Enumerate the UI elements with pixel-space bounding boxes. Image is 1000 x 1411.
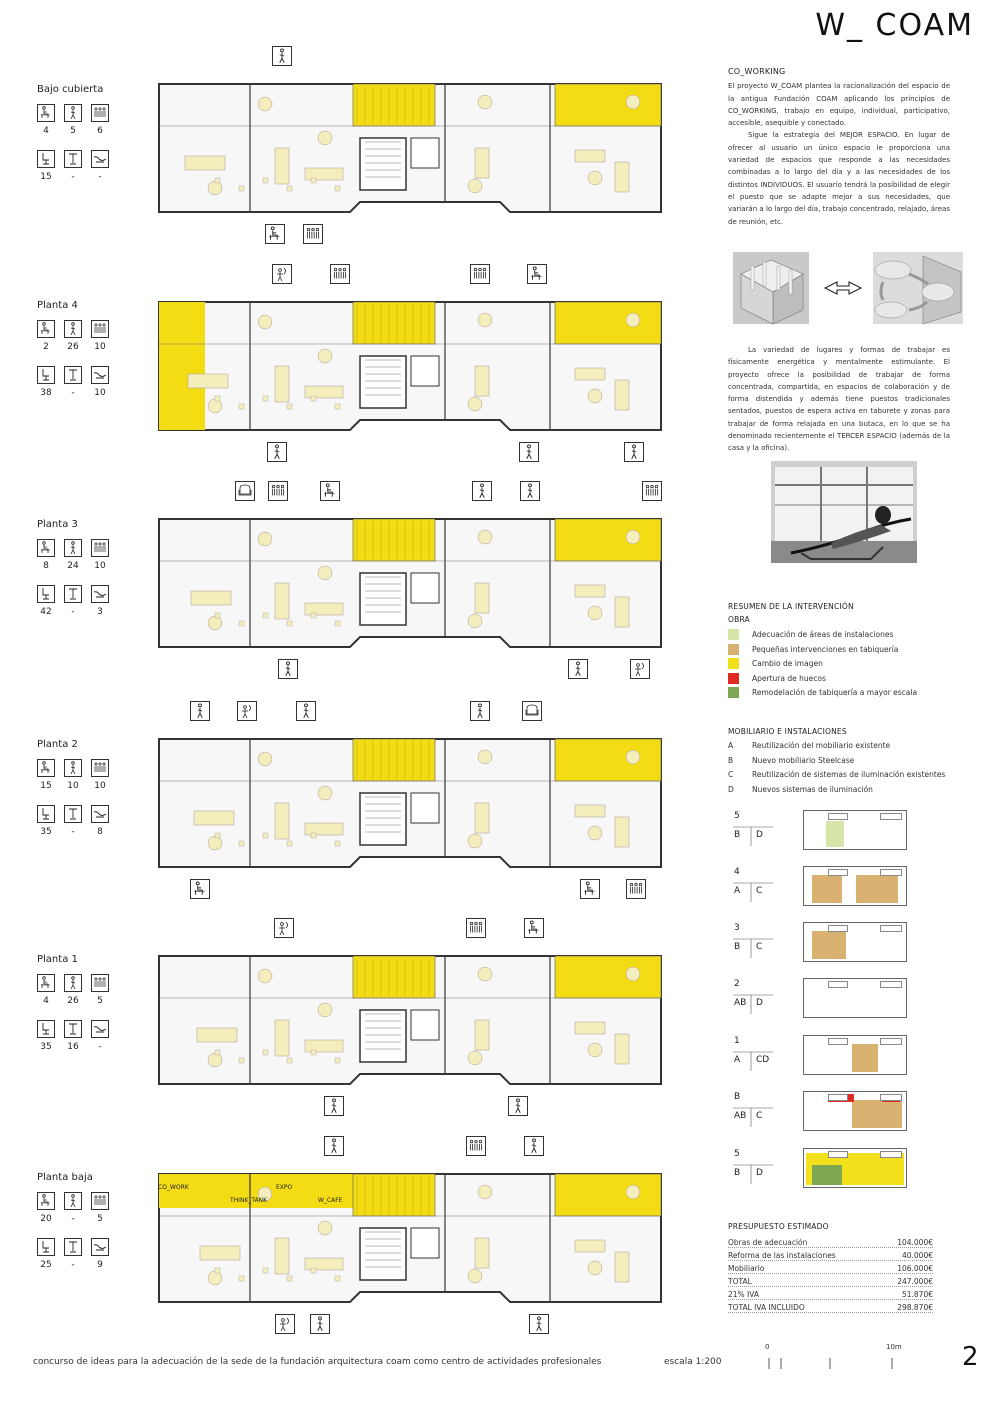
stat-count: 26	[67, 342, 79, 352]
phase-bar	[733, 1091, 905, 1131]
stat-count: 35	[40, 1042, 52, 1052]
budget-item: 21% IVA	[728, 1290, 760, 1299]
legend-label: Apertura de huecos	[752, 673, 826, 683]
scale-label: escala 1:200	[664, 1357, 722, 1367]
phone-icon	[272, 264, 292, 284]
budget-row	[728, 1288, 933, 1300]
scale-end: 10m	[886, 1343, 902, 1351]
standing-person-icon	[624, 442, 644, 462]
phase-instalaciones: C	[756, 886, 763, 896]
stat-count: 16	[67, 1042, 79, 1052]
office-chair-icon	[37, 805, 55, 823]
phase-floor: 3	[734, 923, 740, 933]
armchair-icon	[522, 701, 542, 721]
phase-instalaciones: D	[756, 998, 763, 1008]
mobiliario-key: D	[728, 784, 734, 794]
legend-label: Adecuación de áreas de instalaciones	[752, 630, 894, 639]
standing-person-icon	[524, 1136, 544, 1156]
group-icon	[466, 918, 486, 938]
phase-plan-thumb	[803, 978, 907, 1018]
floor-label: Planta 2	[37, 739, 78, 750]
phase-instalaciones: D	[756, 830, 763, 840]
stool-icon	[64, 1238, 82, 1256]
stool-icon	[64, 585, 82, 603]
stat-count: 10	[94, 388, 106, 398]
standing-person-icon	[64, 759, 82, 777]
floor-plan	[155, 513, 665, 653]
phase-plan-thumb	[803, 1148, 907, 1188]
office-chair-icon	[37, 150, 55, 168]
standing-person-icon	[296, 701, 316, 721]
resumen-heading: RESUMEN DE LA INTERVENCIÓN	[728, 602, 854, 611]
budget-value: 51.870€	[901, 1290, 933, 1299]
sitting-person-icon	[527, 264, 547, 284]
phase-floor: 1	[734, 1036, 740, 1046]
sitting-person-icon	[37, 539, 55, 557]
standing-person-icon	[64, 320, 82, 338]
group-icon	[626, 879, 646, 899]
stat-count: -	[98, 172, 102, 182]
standing-person-icon	[472, 481, 492, 501]
standing-person-icon	[508, 1096, 528, 1116]
mobiliario-label: Nuevo mobiliario Steelcase	[752, 755, 855, 765]
phase-bar	[733, 1035, 905, 1075]
footer-caption: concurso de ideas para la adecuación de la sede de la fundación arquitectura coam como centro de actividades profesionales	[33, 1357, 602, 1367]
mobiliario-heading: MOBILIARIO E INSTALACIONES	[728, 727, 847, 736]
floor-label: Planta 3	[37, 519, 78, 530]
stat-count: 15	[40, 172, 52, 182]
standing-person-icon	[529, 1314, 549, 1334]
stat-count: -	[71, 827, 75, 837]
stat-count: 42	[40, 607, 52, 617]
stool-icon	[64, 1020, 82, 1038]
budget-value: 40.000€	[901, 1251, 933, 1260]
stat-count: 20	[40, 1214, 52, 1224]
budget-row	[728, 1249, 933, 1261]
legend-label: Remodelación de tabiquería a mayor escala	[752, 688, 918, 697]
phase-floor: B	[734, 1092, 741, 1102]
lounge-chair-icon	[91, 150, 109, 168]
phase-plan-thumb	[803, 922, 907, 962]
phase-plan-thumb	[803, 866, 907, 906]
phase-floor: 5	[734, 1149, 740, 1159]
phone-icon	[275, 1314, 295, 1334]
group-icon	[303, 224, 323, 244]
scale-bar	[768, 1355, 908, 1367]
group-icon	[268, 481, 288, 501]
workspace-diagram	[733, 252, 963, 327]
office-chair-icon	[37, 1238, 55, 1256]
standing-person-icon	[267, 442, 287, 462]
mobiliario-key: C	[728, 770, 734, 779]
sitting-person-icon	[37, 104, 55, 122]
sitting-person-icon	[265, 224, 285, 244]
phase-bar	[733, 866, 905, 906]
coworking-section	[728, 66, 950, 228]
group-icon	[91, 320, 109, 338]
phase-instalaciones: C	[756, 942, 763, 952]
expo-label: EXPO	[276, 1184, 293, 1191]
standing-person-icon	[64, 539, 82, 557]
stat-count: 25	[40, 1260, 52, 1270]
group-icon	[91, 974, 109, 992]
stat-count: 9	[97, 1260, 103, 1270]
legend-swatch	[728, 658, 739, 669]
mobiliario-label: Nuevos sistemas de iluminación	[752, 784, 873, 794]
lounge-chair-icon	[91, 366, 109, 384]
group-icon	[470, 264, 490, 284]
sitting-person-icon	[190, 879, 210, 899]
photo-lounge-chair	[771, 461, 917, 563]
stat-count: 6	[97, 126, 103, 136]
phase-instalaciones: D	[756, 1168, 763, 1178]
budget-row	[728, 1301, 933, 1313]
lounge-chair-icon	[91, 585, 109, 603]
stat-count: 8	[97, 827, 103, 837]
floor-label: Planta 1	[37, 954, 78, 965]
budget-value: 298.870€	[897, 1303, 933, 1312]
co-work-label: CO_WORK	[158, 1184, 189, 1191]
budget-item: TOTAL IVA INCLUIDO	[728, 1303, 805, 1312]
stat-count: 5	[97, 996, 103, 1006]
standing-person-icon	[64, 1192, 82, 1210]
coworking-paragraph-2: Sigue la estrategia del MEJOR ESPACIO. En lugar de ofrecer al usuario un único espacio le proporciona una variedad de espacios que responde a las necesidades combinadas a lo largo del día y a las necesidades de los distintos INDIVIDUOS. El usuario tendrá la posibilidad de elegir el puesto que se adapte mejor a sus necesidades, que variarán a lo largo del día, trabajo concentrado, relajado, áreas de reunión, etc.	[728, 131, 950, 226]
phase-mobiliario: A	[734, 886, 741, 896]
standing-person-icon	[310, 1314, 330, 1334]
standing-person-icon	[190, 701, 210, 721]
group-icon	[642, 481, 662, 501]
standing-person-icon	[324, 1136, 344, 1156]
legend-label: Pequeñas intervenciones en tabiquería	[752, 644, 899, 654]
sitting-person-icon	[524, 918, 544, 938]
phase-mobiliario: AB	[734, 1111, 747, 1121]
stat-count: 10	[94, 781, 106, 791]
legend-swatch	[728, 673, 739, 684]
presupuesto-heading: PRESUPUESTO ESTIMADO	[728, 1222, 829, 1231]
stat-count: 10	[94, 342, 106, 352]
stat-count: 24	[67, 561, 79, 571]
stool-icon	[64, 805, 82, 823]
budget-item: Mobiliario	[728, 1264, 765, 1273]
stat-count: 5	[70, 126, 76, 136]
stat-count: 3	[97, 607, 103, 617]
phase-mobiliario: B	[734, 1168, 741, 1178]
budget-row	[728, 1262, 933, 1274]
stat-count: 4	[43, 996, 49, 1006]
standing-person-icon	[324, 1096, 344, 1116]
sitting-person-icon	[320, 481, 340, 501]
floor-plan	[155, 1168, 665, 1308]
stat-count: 4	[43, 126, 49, 136]
standing-person-icon	[272, 46, 292, 66]
group-icon	[91, 1192, 109, 1210]
stat-count: 15	[40, 781, 52, 791]
legend-swatch	[728, 687, 739, 698]
stat-count: -	[71, 607, 75, 617]
mobiliario-key: A	[728, 741, 734, 750]
phone-icon	[630, 659, 650, 679]
stat-count: -	[98, 1042, 102, 1052]
stat-count: -	[71, 388, 75, 398]
budget-value: 106.000€	[897, 1264, 933, 1273]
page-title: W_ COAM	[815, 8, 974, 43]
phase-mobiliario: A	[734, 1055, 741, 1065]
phase-mobiliario: AB	[734, 998, 747, 1008]
page-number: 2	[962, 1342, 979, 1372]
phase-plan-thumb	[803, 810, 907, 850]
floor-plan	[155, 78, 665, 218]
sitting-person-icon	[37, 974, 55, 992]
standing-person-icon	[568, 659, 588, 679]
office-chair-icon	[37, 366, 55, 384]
office-chair-icon	[37, 1020, 55, 1038]
phase-bar	[733, 922, 905, 962]
budget-item: Reforma de las instalaciones	[728, 1251, 836, 1260]
phase-floor: 5	[734, 811, 740, 821]
floor-label: Planta baja	[37, 1172, 93, 1183]
budget-value: 247.000€	[897, 1277, 933, 1286]
w-cafe-label: W_CAFE	[318, 1197, 343, 1204]
phone-icon	[237, 701, 257, 721]
stat-count: 2	[43, 342, 49, 352]
stat-count: -	[71, 1214, 75, 1224]
phase-floor: 2	[734, 979, 740, 989]
stat-count: 26	[67, 996, 79, 1006]
phase-instalaciones: C	[756, 1111, 763, 1121]
floor-label: Planta 4	[37, 300, 78, 311]
group-icon	[91, 539, 109, 557]
sitting-person-icon	[580, 879, 600, 899]
legend-label: Cambio de imagen	[752, 659, 823, 668]
legend-swatch	[728, 644, 739, 655]
group-icon	[466, 1136, 486, 1156]
group-icon	[91, 759, 109, 777]
standing-person-icon	[64, 104, 82, 122]
stat-count: 8	[43, 561, 49, 571]
office-chair-icon	[37, 585, 55, 603]
floor-label: Bajo cubierta	[37, 84, 104, 95]
mobiliario-label: Reutilización de sistemas de iluminación existentes	[752, 770, 946, 779]
floor-plan	[155, 733, 665, 873]
phase-floor: 4	[734, 867, 740, 877]
standing-person-icon	[520, 481, 540, 501]
stat-count: 38	[40, 388, 52, 398]
phase-bar	[733, 810, 905, 850]
stat-count: -	[71, 172, 75, 182]
sitting-person-icon	[37, 759, 55, 777]
think-tank-label: THINK_TANK	[230, 1197, 268, 1204]
stat-count: 5	[97, 1214, 103, 1224]
phase-instalaciones: CD	[756, 1055, 770, 1065]
scale-start: 0	[765, 1343, 770, 1351]
phase-plan-thumb	[803, 1035, 907, 1075]
resumen-sub: OBRA	[728, 615, 750, 624]
group-icon	[330, 264, 350, 284]
budget-item: Obras de adecuación	[728, 1238, 808, 1247]
stat-count: 35	[40, 827, 52, 837]
phase-bar	[733, 1148, 905, 1188]
stat-count: 10	[94, 561, 106, 571]
budget-row	[728, 1236, 933, 1248]
standing-person-icon	[278, 659, 298, 679]
phase-mobiliario: B	[734, 942, 741, 952]
phase-mobiliario: B	[734, 830, 741, 840]
budget-value: 104.000€	[897, 1238, 933, 1247]
mobiliario-label: Reutilización del mobiliario existente	[752, 741, 891, 750]
phase-bar	[733, 978, 905, 1018]
floor-plan	[155, 950, 665, 1090]
group-icon	[91, 104, 109, 122]
budget-item: TOTAL	[728, 1277, 752, 1286]
coworking-heading: CO_WORKING	[728, 67, 786, 76]
stool-icon	[64, 150, 82, 168]
floor-plan	[155, 296, 665, 436]
phase-plan-thumb	[803, 1091, 907, 1131]
coworking-paragraph-3: La variedad de lugares y formas de trabajar es físicamente energética y mentalmente estimulante. El proyecto ofrece la posibilidad de trabajar de forma concentrada, compartida, en espacios de colaboración y de forma distendida y además tiene puestos tradicionales sentados, puestos de espera activa en taburete y zonas para trabajar de forma relajada en una butaca, en lo que se ha denominado recientemente el TERCER ESPACIO (además de la casa y la oficina).	[728, 346, 950, 453]
lounge-chair-icon	[91, 805, 109, 823]
stat-count: -	[71, 1260, 75, 1270]
budget-row	[728, 1275, 933, 1287]
stat-count: 10	[67, 781, 79, 791]
standing-person-icon	[64, 974, 82, 992]
sitting-person-icon	[37, 1192, 55, 1210]
mobiliario-key: B	[728, 755, 734, 765]
legend-swatch	[728, 629, 739, 640]
phone-icon	[274, 918, 294, 938]
armchair-icon	[235, 481, 255, 501]
stool-icon	[64, 366, 82, 384]
lounge-chair-icon	[91, 1238, 109, 1256]
standing-person-icon	[470, 701, 490, 721]
coworking-paragraph-1: El proyecto W_COAM plantea la racionalización del espacio de la antigua Fundación COAM aplicando los principios de CO_WORKING, trabajo en equipo, individual, participativo, accesible, asequible y conectado.	[728, 82, 950, 128]
sitting-person-icon	[37, 320, 55, 338]
lounge-chair-icon	[91, 1020, 109, 1038]
standing-person-icon	[519, 442, 539, 462]
